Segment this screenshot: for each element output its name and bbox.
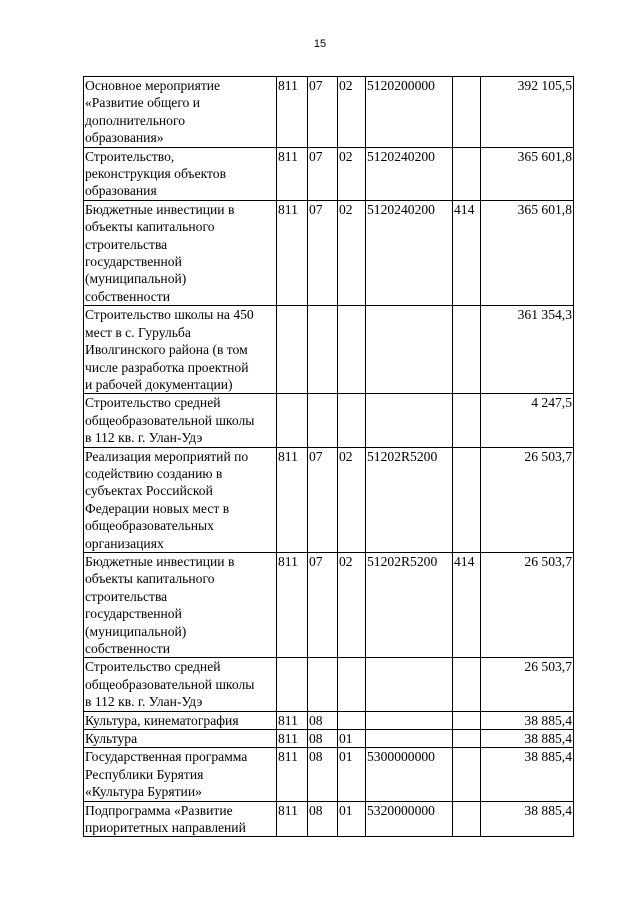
item-name-cell [84, 730, 277, 748]
section-code-cell [308, 658, 338, 711]
item-name-line: числе разработка проектной [85, 359, 249, 375]
item-name-line: реконструкция объектов [85, 166, 227, 182]
item-name-line: Строительство школы на 450 [85, 307, 254, 323]
section-code-cell: 08 [308, 730, 338, 748]
item-name-line: общеобразовательной школы [85, 412, 255, 428]
item-name-line: приоритетных направлений [85, 820, 246, 836]
item-name-cell [84, 394, 277, 447]
target-article-cell [366, 730, 453, 748]
subsection-code-cell: 02 [338, 447, 366, 552]
item-name-line: общеобразовательных [85, 518, 214, 534]
table-row [84, 658, 574, 711]
table-row [84, 147, 574, 200]
item-name-line: организациях [85, 535, 164, 551]
grbs-code-cell [277, 306, 308, 394]
item-name-cell [84, 801, 277, 837]
item-name-line: Культура, кинематография [85, 712, 239, 728]
subsection-code-cell: 01 [338, 748, 366, 801]
target-article-cell: 5320000000 [366, 801, 453, 837]
table-row [84, 748, 574, 801]
amount-cell: 26 503,7 [481, 552, 574, 657]
target-article-cell [366, 306, 453, 394]
target-article-cell [366, 394, 453, 447]
table-row [84, 730, 574, 748]
item-name-cell [84, 147, 277, 200]
expense-type-cell [453, 748, 481, 801]
amount-cell: 392 105,5 [481, 77, 574, 148]
item-name-line: в 112 кв. г. Улан-Удэ [85, 694, 203, 710]
item-name-line: содействию созданию в [85, 465, 223, 481]
expense-type-cell [453, 394, 481, 447]
subsection-code-cell: 01 [338, 730, 366, 748]
expense-type-cell [453, 711, 481, 729]
amount-cell: 26 503,7 [481, 447, 574, 552]
item-name-line: Подпрограмма «Развитие [85, 802, 233, 818]
target-article-cell: 5120240200 [366, 147, 453, 200]
item-name-line: строительства [85, 588, 168, 604]
grbs-code-cell [277, 658, 308, 711]
target-article-cell: 5120240200 [366, 200, 453, 305]
target-article-cell: 51202R5200 [366, 552, 453, 657]
item-name-line: и рабочей документации) [85, 376, 233, 392]
grbs-code-cell: 811 [277, 552, 308, 657]
grbs-code-cell: 811 [277, 447, 308, 552]
item-name-line: (муниципальной) [85, 623, 187, 639]
item-name-line: субъектах Российской [85, 483, 213, 499]
table-row [84, 801, 574, 837]
table-row [84, 77, 574, 148]
grbs-code-cell [277, 394, 308, 447]
item-name-cell [84, 552, 277, 657]
expense-type-cell [453, 658, 481, 711]
subsection-code-cell [338, 711, 366, 729]
section-code-cell: 07 [308, 552, 338, 657]
page-number: 15 [313, 38, 327, 50]
subsection-code-cell [338, 306, 366, 394]
section-code-cell [308, 394, 338, 447]
grbs-code-cell: 811 [277, 730, 308, 748]
subsection-code-cell: 02 [338, 147, 366, 200]
table-row [84, 200, 574, 305]
amount-cell: 38 885,4 [481, 748, 574, 801]
item-name-line: дополнительного [85, 112, 186, 128]
grbs-code-cell: 811 [277, 200, 308, 305]
grbs-code-cell: 811 [277, 748, 308, 801]
subsection-code-cell: 01 [338, 801, 366, 837]
target-article-cell: 5300000000 [366, 748, 453, 801]
expense-type-cell: 414 [453, 200, 481, 305]
item-name-line: общеобразовательной школы [85, 676, 255, 692]
amount-cell: 361 354,3 [481, 306, 574, 394]
item-name-line: Строительство средней [85, 395, 221, 411]
item-name-cell [84, 658, 277, 711]
item-name-line: Иволгинского района (в том [85, 342, 248, 358]
amount-cell: 38 885,4 [481, 730, 574, 748]
item-name-line: Республики Бурятия [85, 766, 204, 782]
target-article-cell [366, 711, 453, 729]
item-name-line: Федерации новых мест в [85, 500, 230, 516]
item-name-line: государственной [85, 606, 182, 622]
item-name-line: государственной [85, 254, 182, 270]
item-name-line: собственности [85, 641, 171, 656]
subsection-code-cell [338, 394, 366, 447]
expense-type-cell: 414 [453, 552, 481, 657]
amount-cell: 38 885,4 [481, 801, 574, 837]
subsection-code-cell: 02 [338, 200, 366, 305]
amount-cell: 4 247,5 [481, 394, 574, 447]
item-name-line: Основное мероприятие [85, 78, 221, 93]
item-name-line: (муниципальной) [85, 271, 187, 287]
expense-type-cell [453, 730, 481, 748]
item-name-line: Бюджетные инвестиции в [85, 553, 235, 569]
section-code-cell: 07 [308, 447, 338, 552]
target-article-cell [366, 658, 453, 711]
expense-type-cell [453, 147, 481, 200]
amount-cell: 26 503,7 [481, 658, 574, 711]
table-row [84, 306, 574, 394]
item-name-cell [84, 447, 277, 552]
item-name-cell [84, 711, 277, 729]
table-row [84, 711, 574, 729]
table-row [84, 394, 574, 447]
item-name-line: мест в с. Гурульба [85, 324, 191, 340]
section-code-cell: 07 [308, 200, 338, 305]
item-name-line: Культура [85, 731, 138, 747]
expense-type-cell [453, 801, 481, 837]
item-name-line: Реализация мероприятий по [85, 448, 249, 464]
table-row [84, 447, 574, 552]
amount-cell: 365 601,8 [481, 147, 574, 200]
section-code-cell: 08 [308, 711, 338, 729]
subsection-code-cell [338, 658, 366, 711]
item-name-line: «Развитие общего и [85, 95, 201, 111]
item-name-line: Бюджетные инвестиции в [85, 201, 235, 217]
grbs-code-cell: 811 [277, 711, 308, 729]
item-name-line: Государственная программа [85, 749, 248, 765]
amount-cell: 38 885,4 [481, 711, 574, 729]
section-code-cell: 07 [308, 77, 338, 148]
expense-type-cell [453, 77, 481, 148]
grbs-code-cell: 811 [277, 77, 308, 148]
amount-cell: 365 601,8 [481, 200, 574, 305]
item-name-line: «Культура Бурятии» [85, 784, 202, 800]
item-name-cell [84, 200, 277, 305]
item-name-line: Строительство, [85, 148, 175, 164]
item-name-line: объекты капитального [85, 219, 215, 235]
expense-type-cell [453, 447, 481, 552]
budget-table [83, 76, 574, 837]
subsection-code-cell: 02 [338, 77, 366, 148]
item-name-line: Строительство средней [85, 659, 221, 675]
section-code-cell: 07 [308, 147, 338, 200]
item-name-line: объекты капитального [85, 571, 215, 587]
table-row [84, 552, 574, 657]
section-code-cell: 08 [308, 748, 338, 801]
subsection-code-cell: 02 [338, 552, 366, 657]
item-name-line: образования [85, 183, 157, 199]
section-code-cell: 08 [308, 801, 338, 837]
target-article-cell: 5120200000 [366, 77, 453, 148]
expense-type-cell [453, 306, 481, 394]
item-name-cell [84, 77, 277, 148]
target-article-cell: 51202R5200 [366, 447, 453, 552]
item-name-line: в 112 кв. г. Улан-Удэ [85, 430, 203, 446]
grbs-code-cell: 811 [277, 801, 308, 837]
grbs-code-cell: 811 [277, 147, 308, 200]
item-name-line: образования» [85, 130, 164, 146]
item-name-line: собственности [85, 288, 171, 304]
item-name-cell [84, 306, 277, 394]
item-name-cell [84, 748, 277, 801]
section-code-cell [308, 306, 338, 394]
item-name-line: строительства [85, 236, 168, 252]
